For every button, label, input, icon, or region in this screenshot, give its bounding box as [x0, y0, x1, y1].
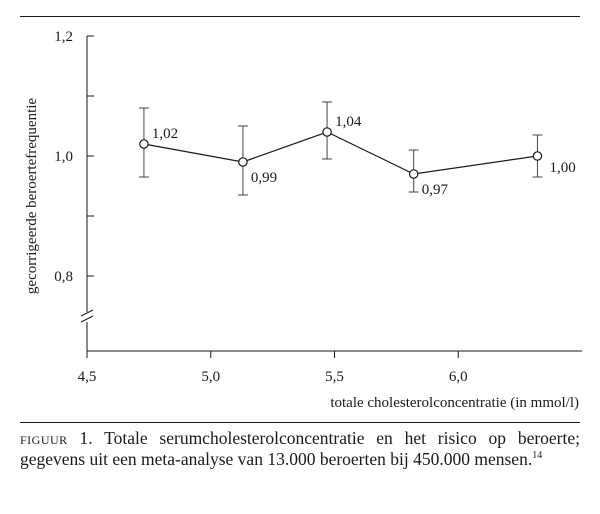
data-label: 0,99	[250, 170, 278, 186]
bottom-rule	[20, 422, 580, 423]
y-axis-break-mark-2	[81, 316, 93, 322]
series-line	[144, 132, 538, 174]
x-tick-label: 4,5	[77, 369, 97, 385]
y-tick-label: 1,2	[54, 29, 73, 45]
data-label: 1,02	[151, 126, 179, 142]
data-point	[140, 140, 148, 148]
x-tick-label: 6,0	[448, 369, 468, 385]
y-tick-label: 1,0	[54, 149, 73, 165]
caption-prefix: figuur	[20, 428, 68, 448]
figure-caption	[20, 428, 580, 470]
data-series	[139, 102, 576, 198]
data-label: 0,97	[421, 182, 448, 198]
caption-text: Totale serumcholesterolconcentratie en het risico op beroerte; gegevens uit een meta-analyse van 13.000 beroerten bij 450.000 mensen.	[20, 428, 581, 469]
data-point	[323, 128, 331, 136]
data-point	[533, 152, 541, 160]
x-tick-label: 5,5	[325, 369, 344, 385]
data-label: 1,04	[335, 114, 362, 130]
x-tick-label: 5,0	[201, 369, 221, 385]
caption-footnote: 14	[532, 450, 543, 462]
data-label: 1,00	[549, 160, 576, 176]
data-point	[239, 158, 247, 166]
y-axis-label: gecorrigeerde beroertefrequentie	[24, 97, 40, 295]
axes	[54, 29, 582, 385]
x-axis-label: totale cholesterolconcentratie (in mmol/l)	[330, 395, 579, 411]
y-tick-label: 0,8	[54, 269, 73, 285]
caption-number: 1.	[79, 428, 93, 448]
data-point	[410, 170, 418, 178]
